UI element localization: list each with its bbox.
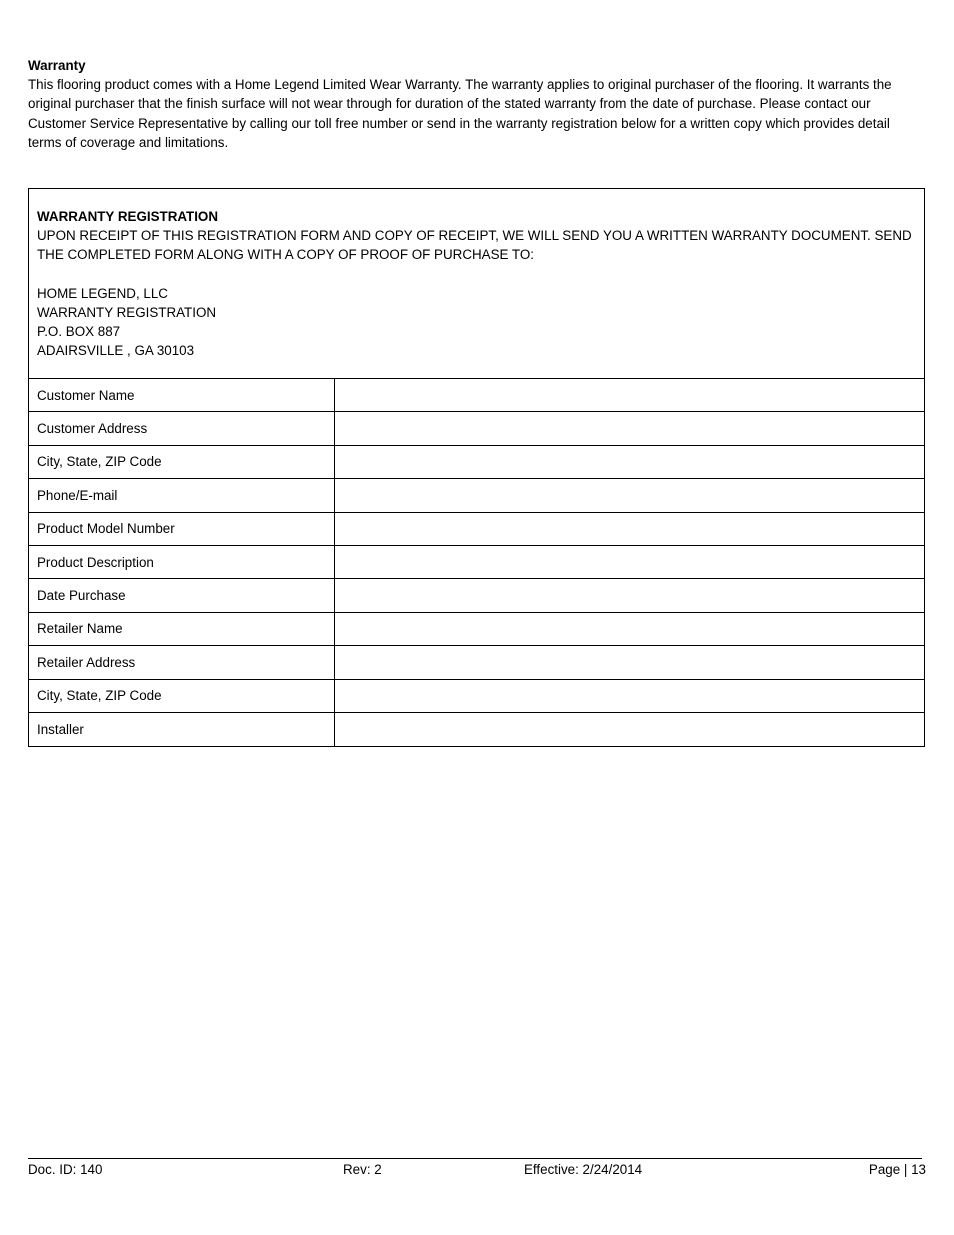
field-label-retailer-address: Retailer Address [29,646,334,679]
footer-divider [28,1158,922,1159]
field-label-retailer-city-state-zip: City, State, ZIP Code [29,679,334,712]
registration-form [28,188,925,747]
field-label-customer-address: Customer Address [29,412,334,445]
field-value-installer[interactable] [334,712,924,745]
table-row [29,679,924,712]
registration-instructions: UPON RECEIPT OF THIS REGISTRATION FORM AND COPY OF RECEIPT, WE WILL SEND YOU A WRITTEN WARRANTY DOCUMENT. SEND THE COMPLETED FORM ALONG WITH A COPY OF PROOF OF PURCHASE TO: [37,228,912,263]
field-value-product-model-number[interactable] [334,512,924,545]
field-value-retailer-name[interactable] [334,612,924,645]
table-row [29,379,924,412]
field-label-product-description: Product Description [29,545,334,578]
field-label-customer-city-state-zip: City, State, ZIP Code [29,445,334,478]
warranty-section [28,56,926,152]
footer-page-number: Page | 13 [868,1162,926,1177]
table-row [29,612,924,645]
address-line: ADAIRSVILLE , GA 30103 [37,343,195,359]
registration-title: WARRANTY REGISTRATION [37,209,219,224]
field-value-customer-city-state-zip[interactable] [334,445,924,478]
field-value-phone-email[interactable] [334,479,924,512]
footer-doc-id: Doc. ID: 140 [28,1162,103,1177]
table-row [29,646,924,679]
table-row [29,545,924,578]
field-value-product-description[interactable] [334,545,924,578]
field-label-date-purchase: Date Purchase [29,579,334,612]
warranty-text: This flooring product comes with a Home Legend Limited Wear Warranty. The warranty applies to original purchaser of the flooring. It warrants the original purchaser that the finish surface will not wear through for duration of the stated warranty from the date of purchase. Please contact our Customer Service Representative by calling our toll free number or send in the warranty registration below for a written copy which provides detail terms of coverage and limitations. [28,77,892,150]
address-line: WARRANTY REGISTRATION [37,304,217,320]
table-row [29,712,924,745]
registration-header [29,189,924,378]
field-label-retailer-name: Retailer Name [29,612,334,645]
table-row [29,445,924,478]
registration-table [29,378,924,746]
footer-effective-date: Effective: 2/24/2014 [524,1162,643,1177]
footer-revision: Rev: 2 [343,1162,382,1177]
table-row [29,579,924,612]
table-row [29,479,924,512]
address-line: HOME LEGEND, LLC [37,285,168,301]
field-label-installer: Installer [29,712,334,745]
field-label-product-model-number: Product Model Number [29,512,334,545]
field-value-retailer-city-state-zip[interactable] [334,679,924,712]
field-value-customer-address[interactable] [334,412,924,445]
table-row [29,512,924,545]
field-value-customer-name[interactable] [334,379,924,412]
warranty-heading: Warranty [28,58,86,73]
mailing-address [37,284,916,361]
field-label-customer-name: Customer Name [29,379,334,412]
address-line: P.O. BOX 887 [37,324,121,340]
field-value-retailer-address[interactable] [334,646,924,679]
field-label-phone-email: Phone/E-mail [29,479,334,512]
field-value-date-purchase[interactable] [334,579,924,612]
table-row [29,412,924,445]
